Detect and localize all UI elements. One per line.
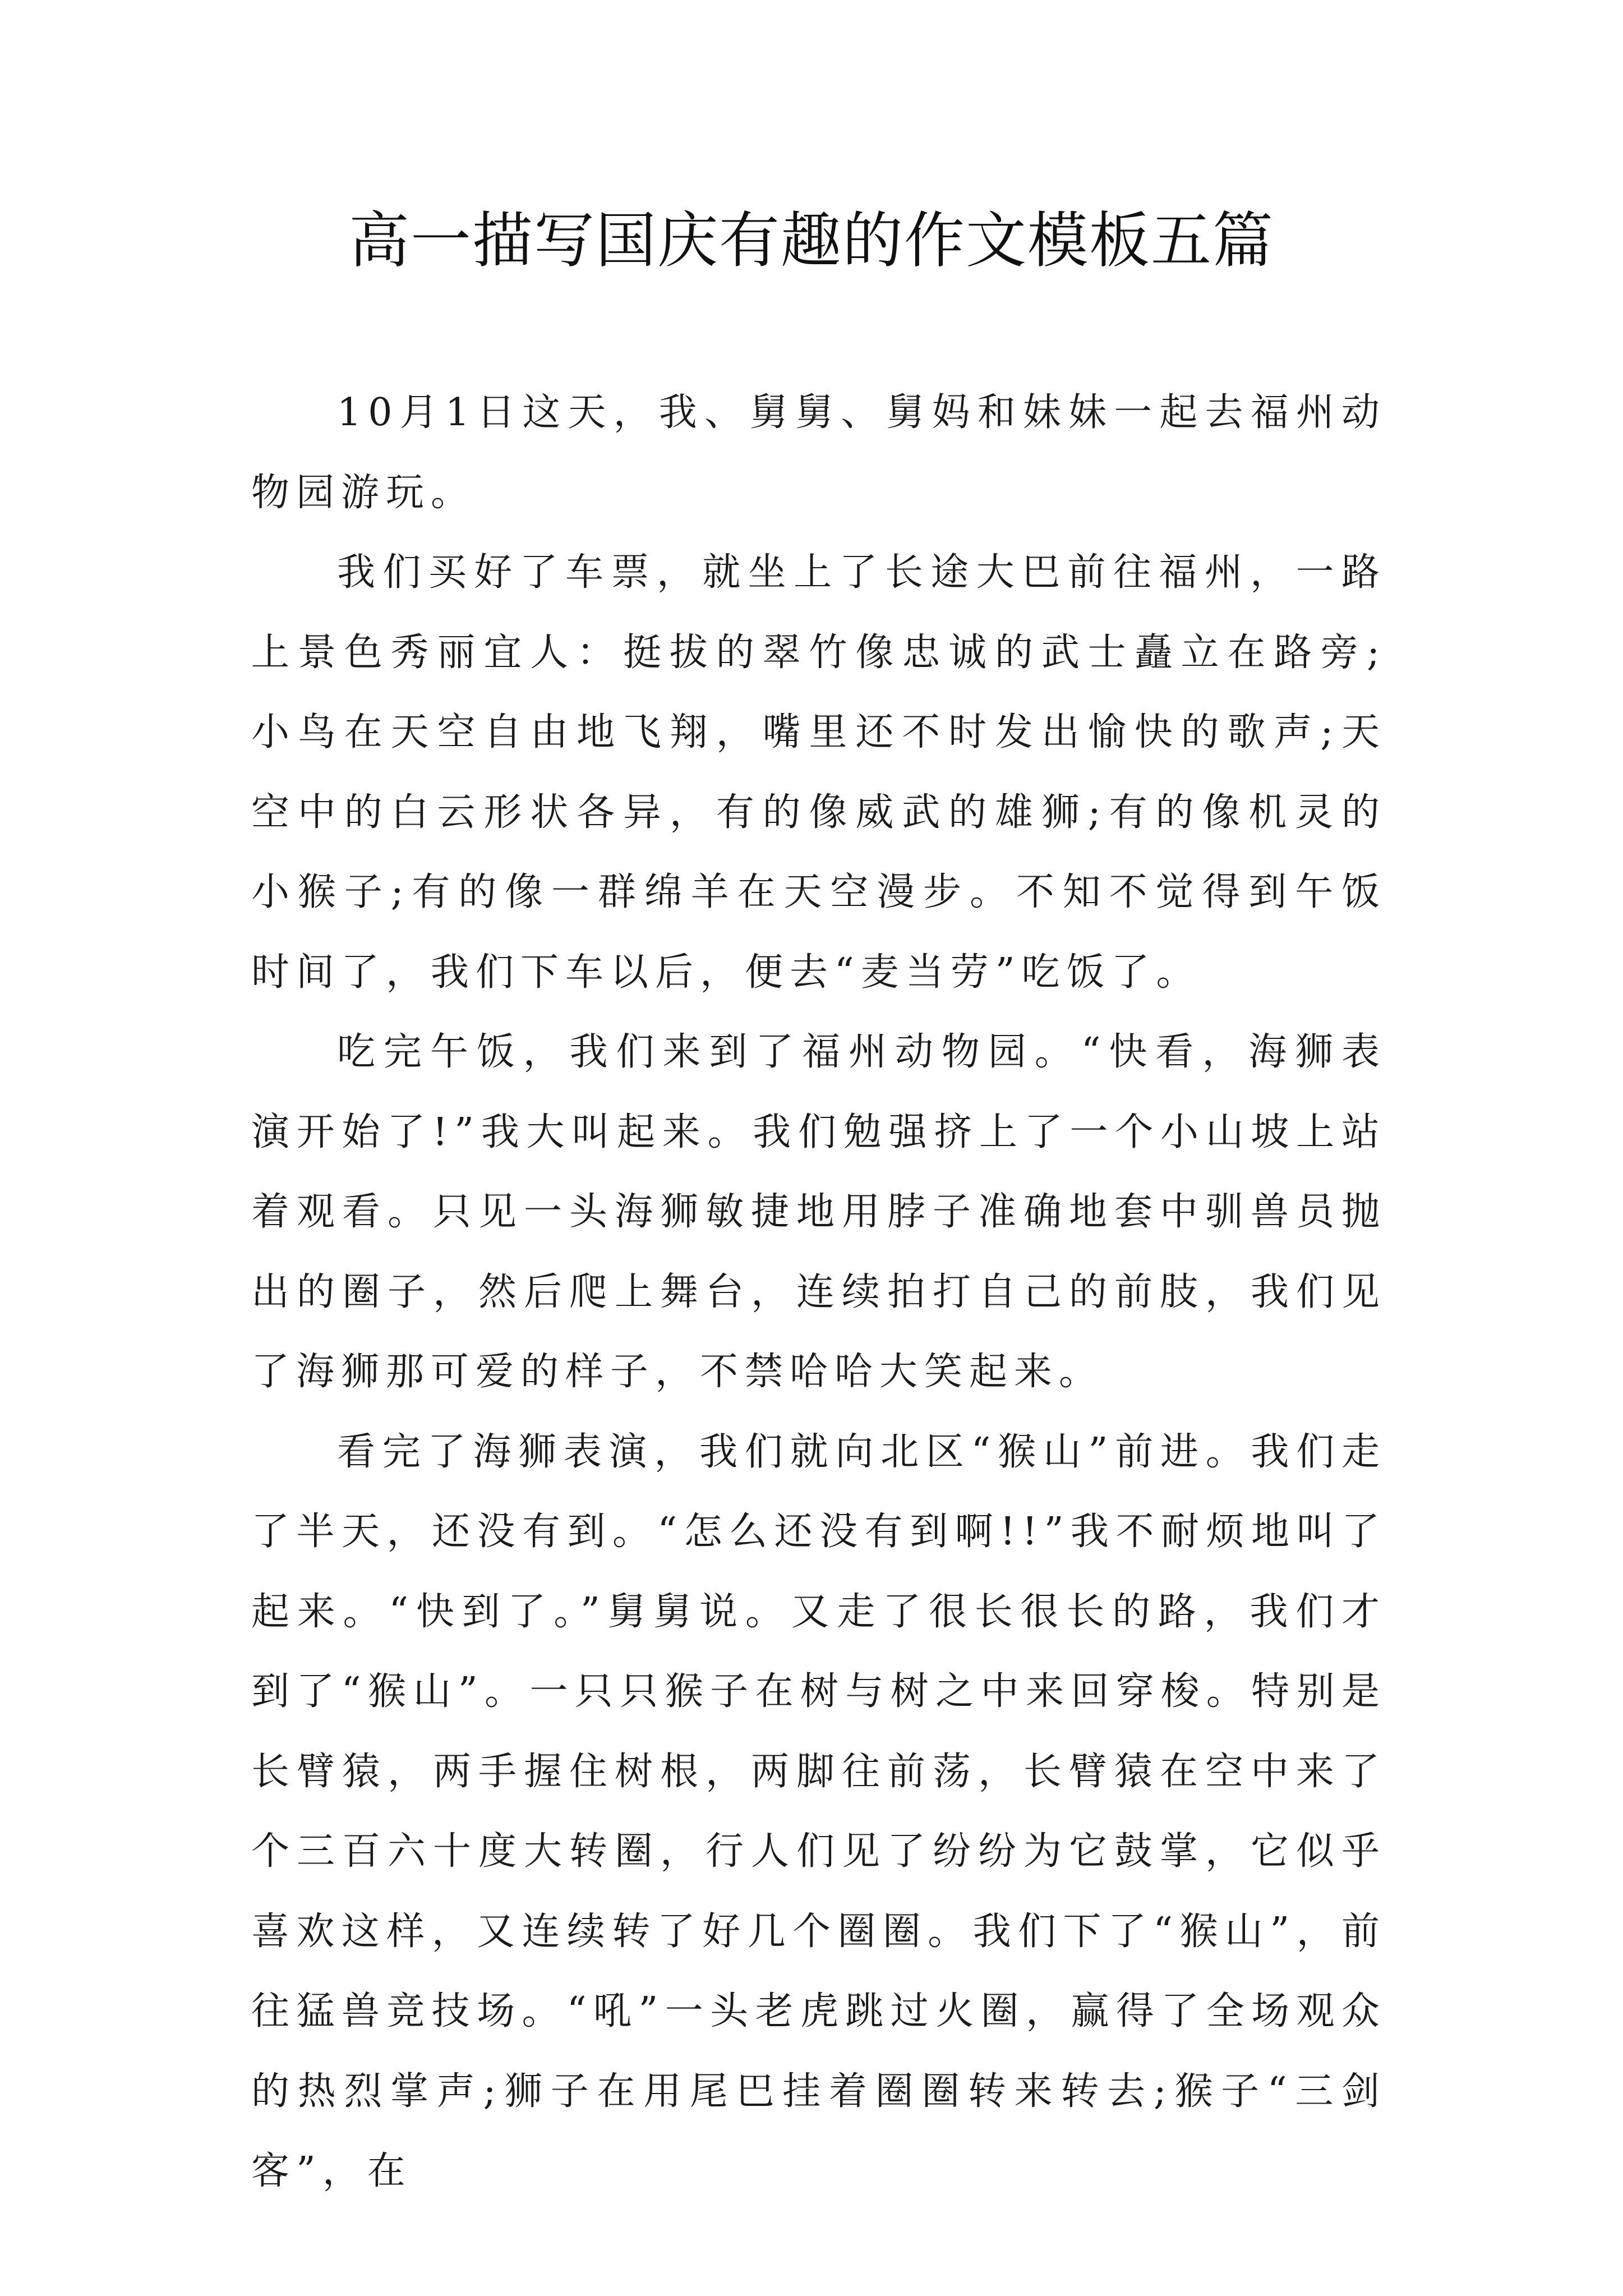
- document-title: 高一描写国庆有趣的作文模板五篇: [348, 206, 1274, 276]
- document-body: [251, 373, 1386, 2212]
- paragraph-3: 吃完午饭，我们来到了福州动物园。“快看，海狮表演开始了!”我大叫起来。我们勉强挤上了一个小山坡上站着观看。只见一头海狮敏捷地用脖子准确地套中驯兽员抛出的圈子，然后爬上舞台，连续拍打自己的前肢，我们见了海狮那可爱的样子，不禁哈哈大笑起来。: [251, 1030, 1386, 1394]
- paragraph-4: 看完了海狮表演，我们就向北区“猴山”前进。我们走了半天，还没有到。“怎么还没有到啊!!”我不耐烦地叫了起来。“快到了。”舅舅说。又走了很长很长的路，我们才到了“猴山”。一只只猴子在树与树之中来回穿梭。特别是长臂猿，两手握住树根，两脚往前荡，长臂猿在空中来了个三百六十度大转圈，行人们见了纷纷为它鼓掌，它似乎喜欢这样，又连续转了好几个圈圈。我们下了“猴山”，前往猛兽竞技场。“吼”一头老虎跳过火圈，赢得了全场观众的热烈掌声;狮子在用尾巴挂着圈圈转来转去;猴子“三剑客”，在: [251, 1429, 1386, 2193]
- paragraph-1: 10月1日这天，我、舅舅、舅妈和妹妹一起去福州动物园游玩。: [251, 390, 1386, 515]
- paragraph-2: 我们买好了车票，就坐上了长途大巴前往福州，一路上景色秀丽宜人：挺拔的翠竹像忠诚的武士矗立在路旁;小鸟在天空自由地飞翔，嘴里还不时发出愉快的歌声;天空中的白云形状各异，有的像威武的雄狮;有的像机灵的小猴子;有的像一群绵羊在天空漫步。不知不觉得到午饭时间了，我们下车以后，便去“麦当劳”吃饭了。: [251, 550, 1386, 995]
